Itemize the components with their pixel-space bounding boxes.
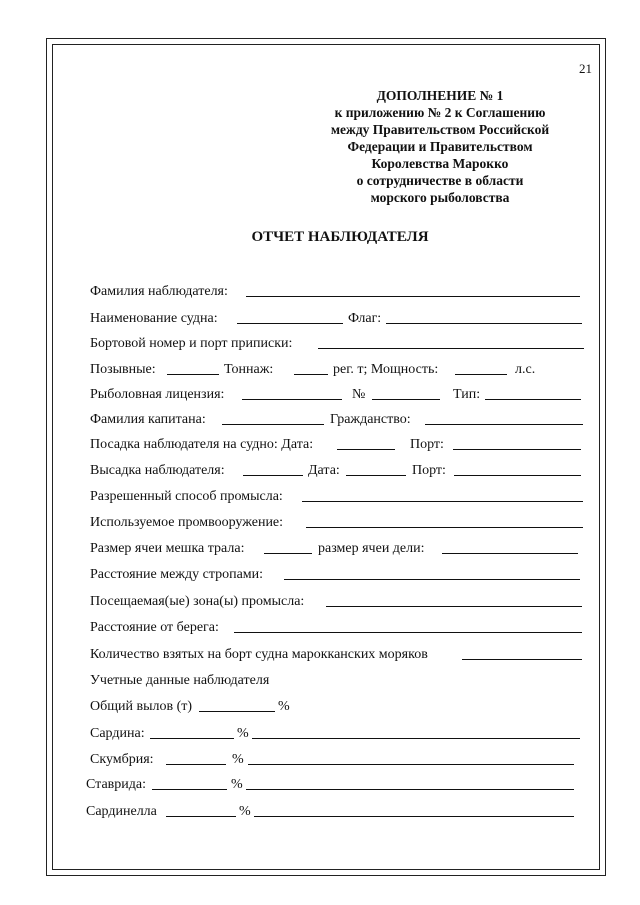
total-catch-percent: % xyxy=(278,699,290,714)
captain-label: Фамилия капитана: xyxy=(90,412,206,427)
sardinella-note-field[interactable] xyxy=(254,816,574,817)
horse-mackerel-field[interactable] xyxy=(152,789,227,790)
sardinella-label: Сардинелла xyxy=(86,804,157,819)
observer-name-field[interactable] xyxy=(246,296,580,297)
disembark-port-field[interactable] xyxy=(454,475,581,476)
annex-subheading-1: к приложению № 2 к Соглашению xyxy=(334,105,546,120)
disembark-field[interactable] xyxy=(243,475,303,476)
annex-subheading-4: Королевства Марокко xyxy=(371,156,509,171)
row-horse-mackerel xyxy=(86,775,586,795)
flag-field[interactable] xyxy=(386,323,582,324)
horse-mackerel-percent: % xyxy=(231,777,243,792)
flag-label: Флаг: xyxy=(348,311,382,326)
row-board-number xyxy=(90,334,590,354)
row-mesh-size xyxy=(90,539,590,559)
row-call-sign xyxy=(90,360,590,380)
sardinella-percent: % xyxy=(239,804,251,819)
annex-subheading-5: о сотрудничестве в области xyxy=(356,173,524,188)
mesh-size-field[interactable] xyxy=(264,553,312,554)
disembark-label: Высадка наблюдателя: xyxy=(90,463,225,478)
row-gear xyxy=(90,513,590,533)
annex-subheading-2: между Правительством Российской xyxy=(330,122,550,137)
call-sign-field[interactable] xyxy=(167,374,219,375)
row-mackerel xyxy=(90,750,590,770)
disembark-port-label: Порт: xyxy=(412,463,446,478)
moroccan-sailors-field[interactable] xyxy=(462,659,582,660)
row-total-catch xyxy=(90,697,590,717)
row-captain xyxy=(90,410,590,430)
reg-power-label: рег. т; Мощность: xyxy=(333,362,439,377)
row-moroccan-sailors xyxy=(90,645,590,665)
number-field[interactable] xyxy=(372,399,440,400)
row-sardine xyxy=(90,724,590,744)
zones-field[interactable] xyxy=(326,606,582,607)
captain-field[interactable] xyxy=(222,424,324,425)
citizenship-field[interactable] xyxy=(425,424,583,425)
moroccan-sailors-label: Количество взятых на борт судна марокканских моряков xyxy=(90,647,428,662)
mackerel-percent: % xyxy=(232,752,244,767)
row-embark xyxy=(90,435,590,455)
annex-subheading-3: Федерации и Правительством xyxy=(347,139,533,154)
total-catch-label: Общий вылов (т) xyxy=(90,699,193,714)
sardine-note-field[interactable] xyxy=(252,738,580,739)
mesh-size-2-label: размер ячеи дели: xyxy=(318,541,425,556)
sardine-label: Сардина: xyxy=(90,726,145,741)
hp-unit-label: л.с. xyxy=(515,362,536,377)
zones-label: Посещаемая(ые) зона(ы) промысла: xyxy=(90,594,305,609)
mackerel-label: Скумбрия: xyxy=(90,752,154,767)
embark-port-label: Порт: xyxy=(410,437,444,452)
horse-mackerel-note-field[interactable] xyxy=(246,789,574,790)
row-zones xyxy=(90,592,590,612)
vessel-name-label: Наименование судна: xyxy=(90,311,218,326)
call-sign-label: Позывные: xyxy=(90,362,156,377)
strop-distance-field[interactable] xyxy=(284,579,580,580)
sardine-field[interactable] xyxy=(150,738,234,739)
observer-name-label: Фамилия наблюдателя: xyxy=(90,284,228,299)
disembark-date-label: Дата: xyxy=(308,463,340,478)
strop-distance-label: Расстояние между стропами: xyxy=(90,567,264,582)
number-label: № xyxy=(352,387,366,402)
gear-label: Используемое промвооружение: xyxy=(90,515,284,530)
embark-port-field[interactable] xyxy=(453,449,581,450)
row-vessel xyxy=(90,309,590,329)
tonnage-label: Тоннаж: xyxy=(224,362,274,377)
gear-field[interactable] xyxy=(306,527,583,528)
tonnage-field[interactable] xyxy=(294,374,328,375)
sardine-percent: % xyxy=(237,726,249,741)
mackerel-note-field[interactable] xyxy=(248,764,574,765)
row-observer-name xyxy=(90,282,590,302)
vessel-name-field[interactable] xyxy=(237,323,343,324)
row-strop-distance xyxy=(90,565,590,585)
horse-mackerel-label: Ставрида: xyxy=(86,777,146,792)
type-label: Тип: xyxy=(453,387,481,402)
mesh-size-label: Размер ячеи мешка трала: xyxy=(90,541,245,556)
annex-subheading-6: морского рыболовства xyxy=(370,190,510,205)
type-field[interactable] xyxy=(485,399,581,400)
row-sardinella xyxy=(86,802,586,822)
page-number: 21 xyxy=(579,61,592,76)
sardinella-field[interactable] xyxy=(166,816,236,817)
row-shore-distance xyxy=(90,618,590,638)
citizenship-label: Гражданство: xyxy=(330,412,411,427)
row-disembark xyxy=(90,461,590,481)
row-license xyxy=(90,385,590,405)
power-field[interactable] xyxy=(455,374,507,375)
board-number-label: Бортовой номер и порт приписки: xyxy=(90,336,293,351)
license-field[interactable] xyxy=(242,399,342,400)
board-number-field[interactable] xyxy=(318,348,584,349)
fishing-method-field[interactable] xyxy=(302,501,583,502)
records-label: Учетные данные наблюдателя xyxy=(90,673,270,688)
row-records xyxy=(90,671,590,691)
report-title: ОТЧЕТ НАБЛЮДАТЕЛЯ xyxy=(251,229,429,245)
shore-distance-label: Расстояние от берега: xyxy=(90,620,219,635)
mackerel-field[interactable] xyxy=(166,764,226,765)
fishing-method-label: Разрешенный способ промысла: xyxy=(90,489,283,504)
total-catch-field[interactable] xyxy=(199,711,275,712)
mesh-size-2-field[interactable] xyxy=(442,553,578,554)
disembark-date-field[interactable] xyxy=(346,475,406,476)
embark-label: Посадка наблюдателя на судно: Дата: xyxy=(90,437,314,452)
annex-heading: ДОПОЛНЕНИЕ № 1 xyxy=(376,88,504,103)
license-label: Рыболовная лицензия: xyxy=(90,387,225,402)
embark-date-field[interactable] xyxy=(337,449,395,450)
row-fishing-method xyxy=(90,487,590,507)
shore-distance-field[interactable] xyxy=(234,632,582,633)
